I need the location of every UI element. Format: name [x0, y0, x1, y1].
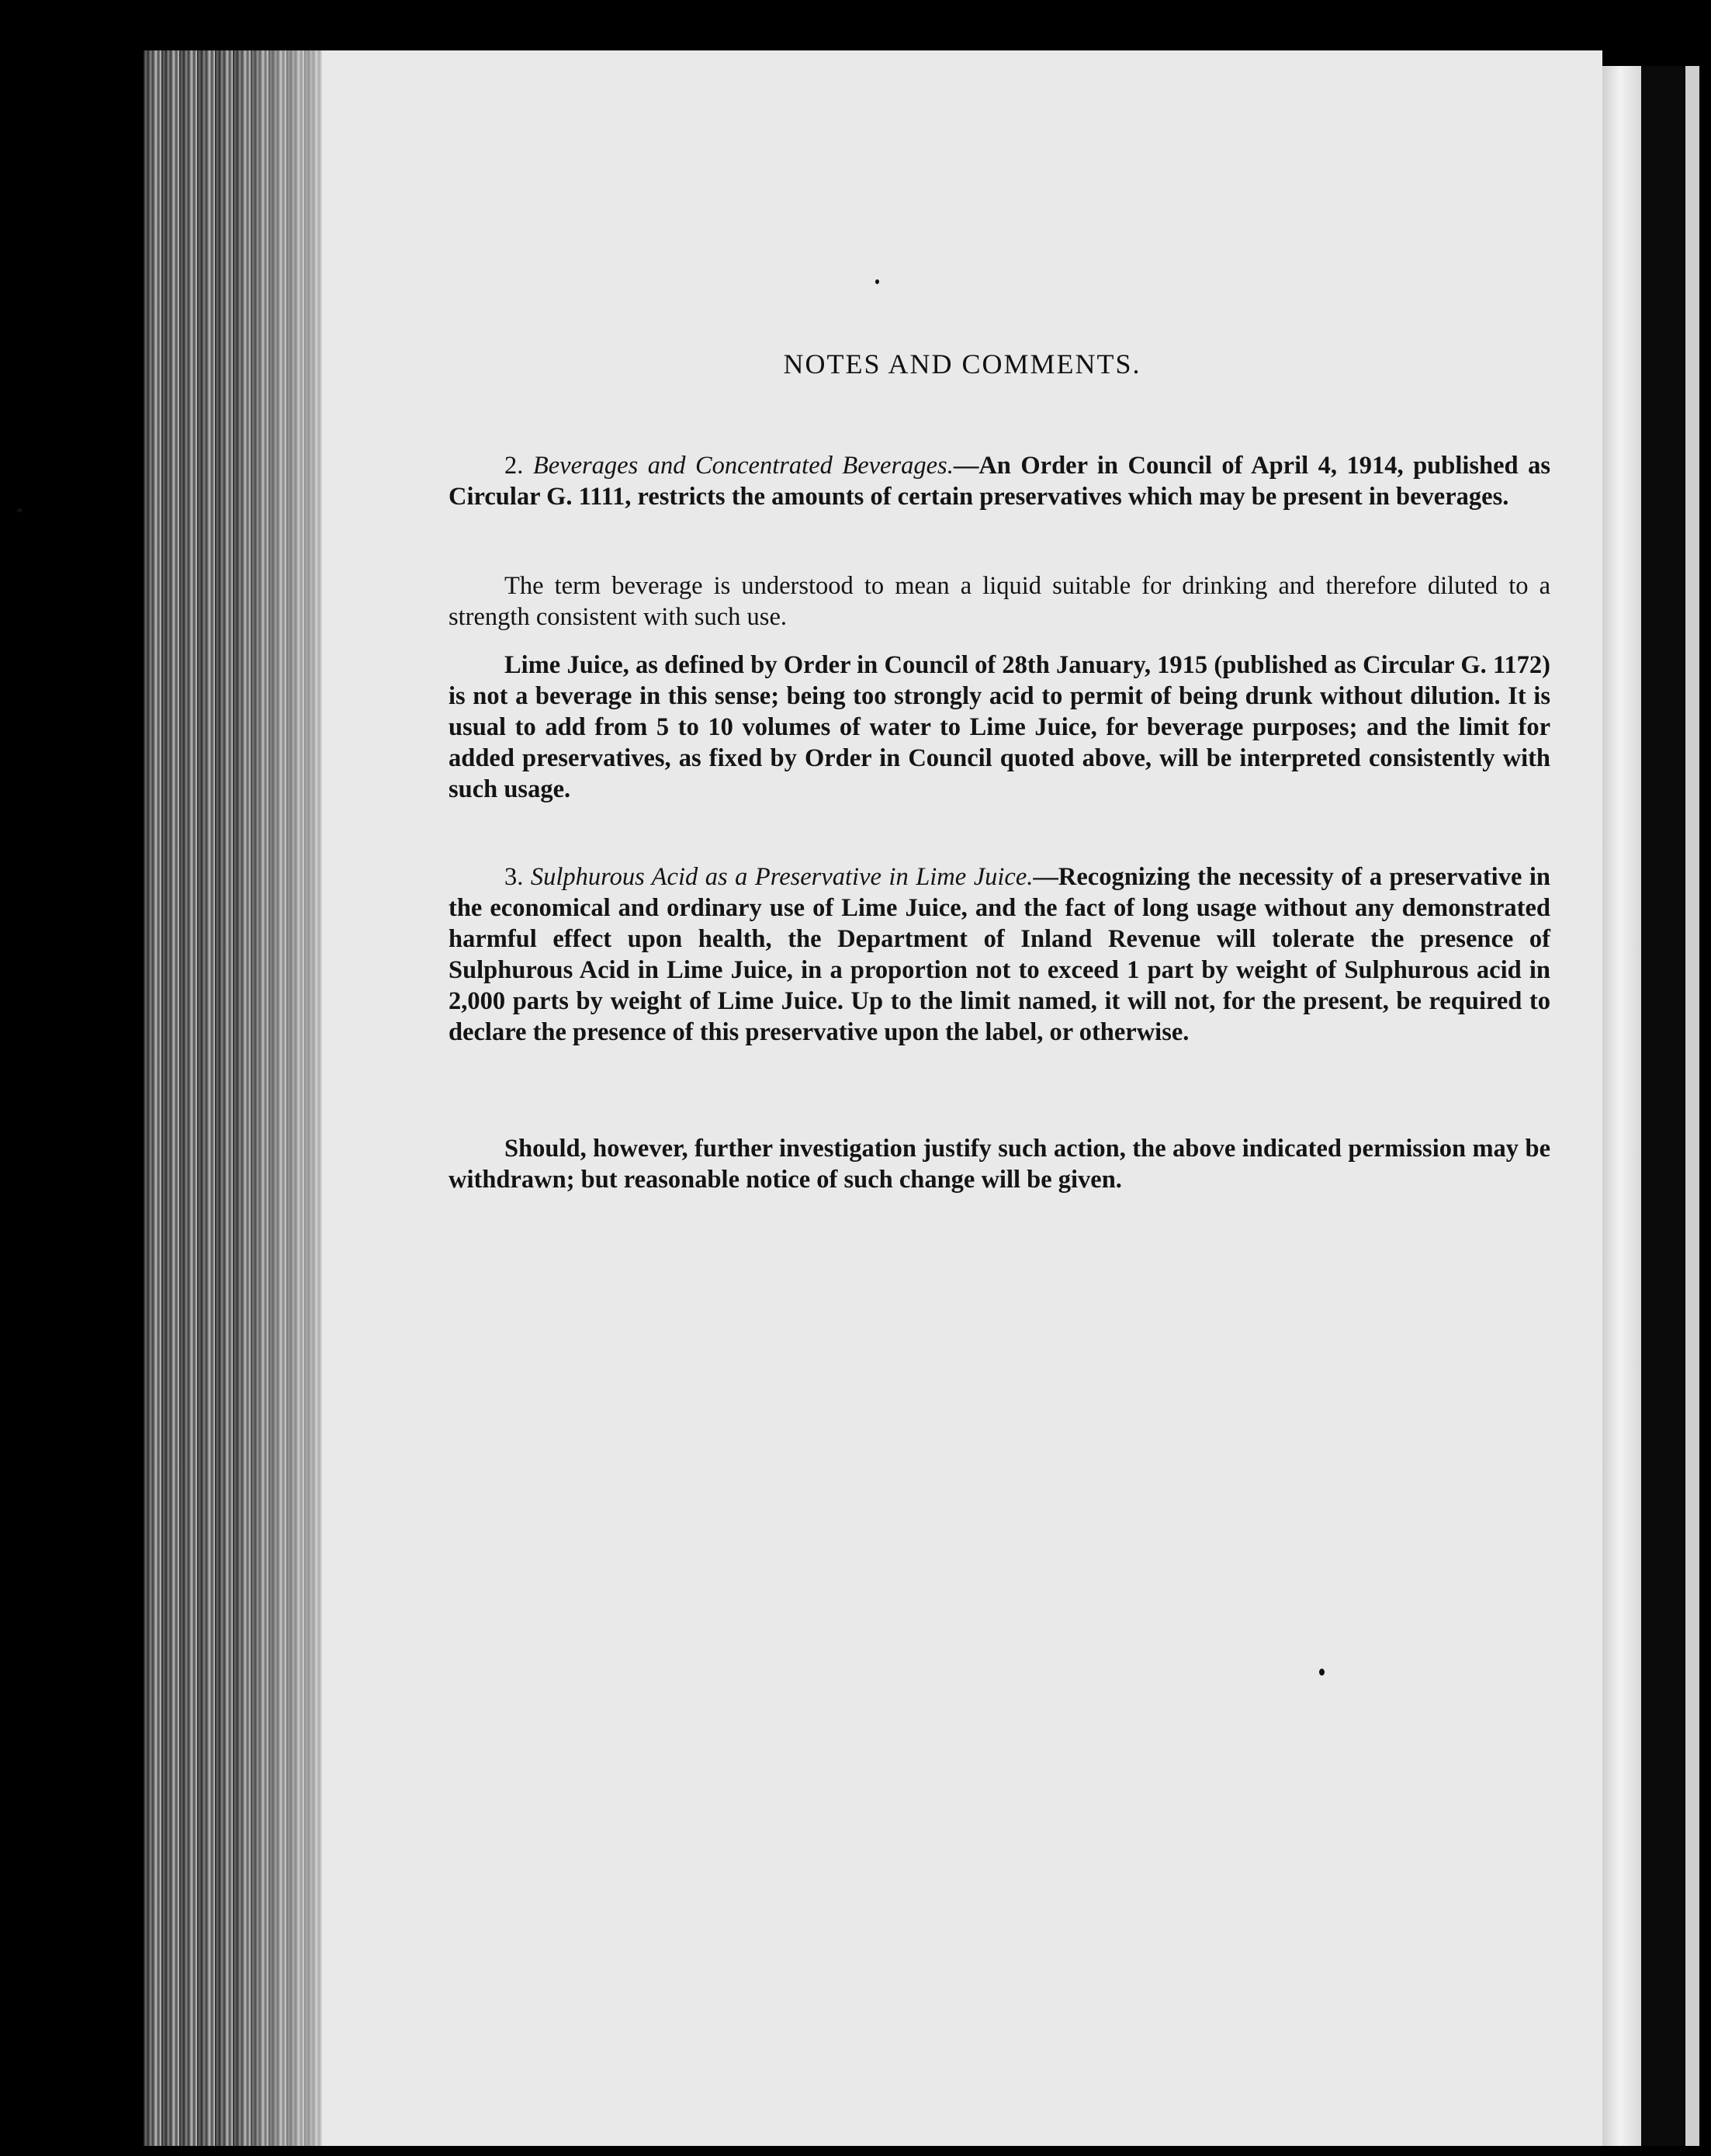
- paragraph-beverage-definition: The term beverage is understood to mean a liquid suitable for drinking and therefore diluted to a strength consistent with such use.: [449, 572, 1550, 631]
- section-title: Beverages and Concentrated Beverages.: [532, 452, 954, 480]
- section-beverages: [449, 450, 1550, 512]
- ink-speck: [1319, 1669, 1325, 1676]
- paragraph-lime-juice: Lime Juice, as defined by Order in Council of 28th January, 1915 (published as Circular G. 1172) is not a beverage in this sense; being too strongly acid to permit of being drunk without dilution. It is usual to add from 5 to 10 volumes of water to Lime Juice, for beverage purposes; and the limit for added preservatives, as fixed by Order in Council quoted above, will be interpreted consistently with such usage.: [449, 651, 1550, 803]
- section-number: 2.: [504, 452, 524, 480]
- section-sulphurous-acid: [449, 861, 1550, 1048]
- section-title: Sulphurous Acid as a Preservative in Lime Juice.: [530, 863, 1034, 891]
- ink-speck: [875, 279, 879, 284]
- page-gutter-shadow: [233, 50, 334, 2146]
- facing-page-edge: [1685, 66, 1699, 2146]
- section-number: 3.: [504, 863, 524, 891]
- paragraph-permission-withdrawal: Should, however, further investigation justify such action, the above indicated permission may be withdrawn; but reasonable notice of such change will be given.: [449, 1135, 1550, 1194]
- page-right-margin: [1602, 66, 1641, 2146]
- ink-speck: [17, 508, 23, 512]
- page-binding-shadow: [1641, 66, 1684, 2146]
- page-title: NOTES AND COMMENTS.: [783, 348, 1141, 380]
- section-lead-text: —Recognizing the necessity of a preservative in the economical and ordinary use of Lime Juice, and the fact of long usage without any demonstrated harmful effect upon health, the Department of Inland Revenue will tolerate the presence of Sulphurous Acid in Lime Juice, in a proportion not to exceed 1 part by weight of Sulphurous acid in 2,000 parts by weight of Lime Juice. Up to the limit named, it will not, for the present, be required to declare the presence of this preservative upon the label, or otherwise.: [449, 863, 1550, 1046]
- section-lead-text: —An Order in Council of April 4, 1914, published as Circular G. 1111, restricts the amounts of certain preservatives which may be present in beverages.: [449, 452, 1551, 511]
